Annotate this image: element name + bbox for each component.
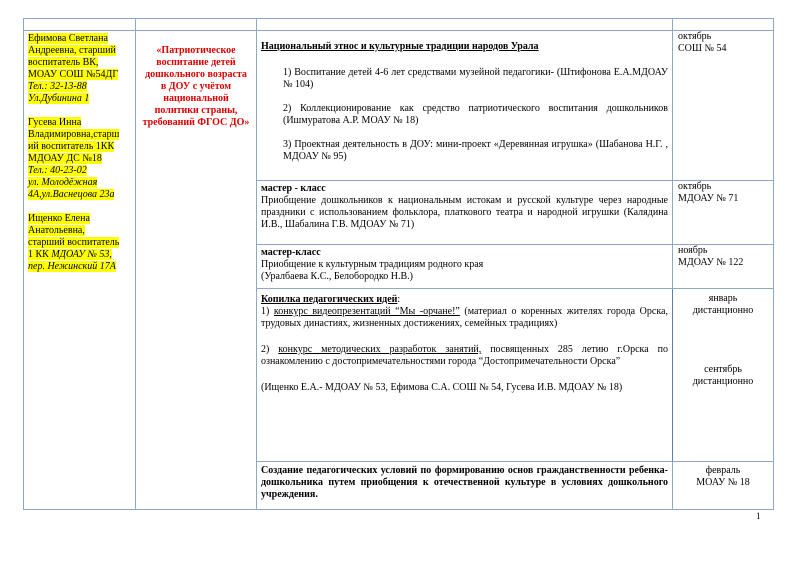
event-title: мастер - класс [261,183,326,194]
contact-address-line: ул. Молодёжная [28,177,98,188]
plan-table [23,18,774,510]
contact-address: Ул.Дубинина 1 [28,93,90,104]
event-title: Национальный этнос и культурные традиции народов Урала [261,41,539,52]
event-text-line: (Уралбаева К.С., Белобородко Н.В.) [261,271,414,282]
contact-name-line: Анатольевна, [28,225,85,236]
contact-name-line: 1 КК [28,249,49,260]
contact-phone: Тел.: 32-13-88 [28,81,87,92]
contest-item-2: 2) конкурс методических разработок занятий, посвященных 285 летию г.Орска по ознакомлению с достопримечательностями города “Достопримечательности Орска” [261,344,668,367]
event-date: октябрь [678,181,712,192]
page-number: 1 [756,511,761,521]
event-item: 2) Коллекционирование как средство патриотического воспитания дошкольников (Ишмуратова А.Р. МОАУ № 18) [283,103,668,126]
event-format: дистанционно [692,376,754,387]
event-venue: МДОАУ № 122 [678,257,744,268]
contact-address: пер. Нежинский 17А [28,261,116,272]
date-cell-3 [673,245,774,289]
event-cell-1 [257,31,673,181]
contact-name-line: Гусева Инна [28,117,82,128]
contact-name-line: Андреевна, старший [28,45,116,56]
event-venue: МДОАУ № 71 [678,193,739,204]
header-cell-1 [23,18,136,31]
event-venue: МОАУ № 18 [696,477,750,488]
date-cell-2 [673,181,774,245]
date-cell-4 [673,289,774,462]
contact-name-line: МДОАУ ДС №18 [28,153,102,164]
event-item: 3) Проектная деятельность в ДОУ: мини-проект «Деревянная игрушка» (Шабанова Н.Г. , МДОАУ № 95) [283,139,668,162]
topic-cell [136,31,257,510]
event-text-line: Приобщение к культурным традициям родного края [261,259,484,270]
header-cell-3 [257,18,673,31]
contact-ishchenko [28,213,135,273]
event-cell-4 [257,289,673,462]
event-date: январь [708,293,738,304]
contact-org: МДОАУ № 53, [51,249,112,260]
header-cell-2 [136,18,257,31]
contact-name-line: Владимировна,старш [28,129,120,140]
event-format: дистанционно [692,305,754,316]
header-cell-4 [673,18,774,31]
contact-name-line: Ефимова Светлана [28,33,108,44]
event-date: октябрь [678,31,712,42]
event-venue: СОШ № 54 [678,43,727,54]
contact-address-line: 4А,ул.Васнецова 23а [28,189,115,200]
contact-name-line: Ищенко Елена [28,213,90,224]
date-cell-1 [673,31,774,181]
title-colon: : [397,294,401,305]
topic-title: «Патриотическое воспитание детей дошкольного возраста в ДОУ с учётом национальной политики страны, требований ФГОС ДО» [142,45,250,128]
contacts-cell [23,31,136,510]
event-cell-5 [257,462,673,510]
event-title: мастер-класс [261,247,321,258]
contest-link: конкурс видеопрезентаций “Мы -орчане!” [273,306,460,317]
event-text: Приобщение дошкольников к национальным истокам и русской культуре через народные праздники с использованием фольклора, платкового театра и народной игрушки (Калядина И.В., Шабалина Г.В. МДОАУ № 71) [261,195,668,230]
event-title: Копилка педагогических идей [261,294,398,305]
event-date: ноябрь [678,245,708,256]
event-cell-3 [257,245,673,289]
contact-efimova [28,33,135,105]
event-cell-2 [257,181,673,245]
event-title: Создание педагогических условий по формированию основ гражданственности ребенка-дошкольника путем приобщения к отечественной культуре в условиях дошкольного учреждения. [261,465,668,500]
event-date: февраль [705,465,741,476]
event-item: 1) Воспитание детей 4-6 лет средствами музейной педагогики- (Штифонова Е.А.МДОАУ № 104) [283,67,668,90]
date-cell-5 [673,462,774,510]
contest-item-1: 1) конкурс видеопрезентаций “Мы -орчане!” (материал о коренных жителях города Орска, трудовых династиях, жизненных достижениях, семейных традициях) [261,306,668,329]
contact-name-line: ий воспитатель 1КК [28,141,115,152]
contact-phone: Тел.: 40-23-02 [28,165,87,176]
contact-name-line: старший воспитатель [28,237,120,248]
event-date: сентябрь [704,364,742,375]
contact-name-line: МОАУ СОШ №54ДГ [28,69,119,80]
contact-guseva [28,117,135,201]
contest-link: конкурс методических разработок занятий, [278,344,482,355]
contact-name-line: воспитатель ВК, [28,57,99,68]
event-authors: (Ищенко Е.А.- МДОАУ № 53, Ефимова С.А. СОШ № 54, Гусева И.В. МДОАУ № 18) [261,382,623,393]
